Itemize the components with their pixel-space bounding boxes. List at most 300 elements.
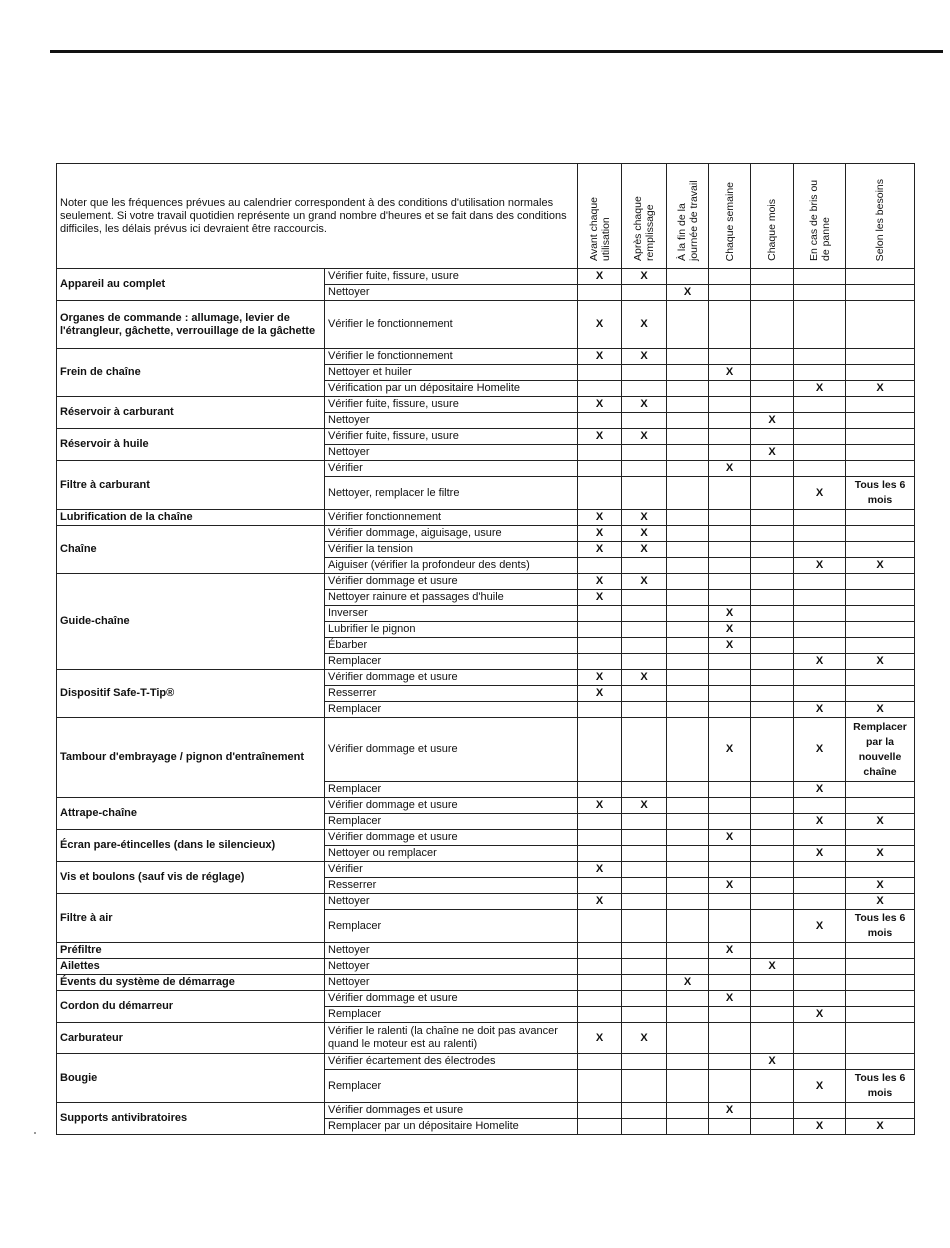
empty-cell bbox=[578, 654, 622, 670]
empty-cell bbox=[622, 1070, 667, 1103]
empty-cell bbox=[751, 349, 794, 365]
table-row bbox=[57, 1023, 915, 1054]
frequency-mark: X bbox=[794, 718, 846, 782]
empty-cell bbox=[578, 959, 622, 975]
empty-cell bbox=[709, 526, 751, 542]
maintenance-action: Vérifier dommage et usure bbox=[325, 670, 578, 686]
maintenance-action: Vérifier le fonctionnement bbox=[325, 301, 578, 349]
empty-cell bbox=[846, 429, 915, 445]
table-row bbox=[57, 959, 915, 975]
empty-cell bbox=[751, 397, 794, 413]
frequency-mark: X bbox=[709, 830, 751, 846]
empty-cell bbox=[578, 638, 622, 654]
empty-cell bbox=[794, 975, 846, 991]
component-name: Appareil au complet bbox=[57, 269, 325, 301]
empty-cell bbox=[751, 510, 794, 526]
empty-cell bbox=[794, 798, 846, 814]
maintenance-action: Nettoyer bbox=[325, 975, 578, 991]
frequency-mark: X bbox=[794, 381, 846, 397]
empty-cell bbox=[794, 830, 846, 846]
empty-cell bbox=[846, 606, 915, 622]
empty-cell bbox=[709, 686, 751, 702]
empty-cell bbox=[846, 269, 915, 285]
empty-cell bbox=[667, 910, 709, 943]
frequency-mark: X bbox=[622, 269, 667, 285]
column-header-label: Selon les besoins bbox=[874, 178, 887, 261]
empty-cell bbox=[709, 894, 751, 910]
frequency-mark: X bbox=[709, 622, 751, 638]
frequency-mark: X bbox=[846, 814, 915, 830]
empty-cell bbox=[578, 558, 622, 574]
frequency-mark: X bbox=[622, 510, 667, 526]
empty-cell bbox=[667, 943, 709, 959]
column-header-label: En cas de bris ou de panne bbox=[807, 179, 832, 261]
empty-cell bbox=[751, 526, 794, 542]
frequency-mark: X bbox=[794, 846, 846, 862]
empty-cell bbox=[846, 461, 915, 477]
empty-cell bbox=[751, 878, 794, 894]
frequency-mark: X bbox=[667, 285, 709, 301]
empty-cell bbox=[622, 638, 667, 654]
empty-cell bbox=[709, 590, 751, 606]
empty-cell bbox=[667, 590, 709, 606]
empty-cell bbox=[794, 574, 846, 590]
empty-cell bbox=[794, 301, 846, 349]
frequency-mark: X bbox=[794, 702, 846, 718]
component-name: Réservoir à carburant bbox=[57, 397, 325, 429]
empty-cell bbox=[578, 910, 622, 943]
empty-cell bbox=[622, 959, 667, 975]
maintenance-action: Resserrer bbox=[325, 878, 578, 894]
frequency-mark: X bbox=[794, 654, 846, 670]
frequency-mark: X bbox=[751, 413, 794, 429]
empty-cell bbox=[709, 846, 751, 862]
empty-cell bbox=[794, 526, 846, 542]
empty-cell bbox=[709, 1007, 751, 1023]
empty-cell bbox=[578, 381, 622, 397]
component-name: Guide-chaîne bbox=[57, 574, 325, 670]
maintenance-action: Aiguiser (vérifier la profondeur des dents) bbox=[325, 558, 578, 574]
maintenance-action: Remplacer par un dépositaire Homelite bbox=[325, 1119, 578, 1135]
component-name: Attrape-chaîne bbox=[57, 798, 325, 830]
empty-cell bbox=[622, 654, 667, 670]
empty-cell bbox=[622, 1103, 667, 1119]
empty-cell bbox=[794, 1023, 846, 1054]
empty-cell bbox=[667, 1070, 709, 1103]
empty-cell bbox=[667, 558, 709, 574]
maintenance-action: Vérifier fonctionnement bbox=[325, 510, 578, 526]
frequency-mark: X bbox=[846, 558, 915, 574]
maintenance-action: Remplacer bbox=[325, 1007, 578, 1023]
maintenance-action: Nettoyer bbox=[325, 943, 578, 959]
frequency-mark: Remplacer par la nouvelle chaîne bbox=[846, 718, 915, 782]
empty-cell bbox=[794, 638, 846, 654]
empty-cell bbox=[622, 1119, 667, 1135]
empty-cell bbox=[667, 526, 709, 542]
empty-cell bbox=[751, 894, 794, 910]
frequency-mark: X bbox=[794, 1070, 846, 1103]
empty-cell bbox=[846, 943, 915, 959]
component-name: Tambour d'embrayage / pignon d'entraînement bbox=[57, 718, 325, 798]
top-rule bbox=[50, 50, 943, 53]
empty-cell bbox=[709, 1070, 751, 1103]
empty-cell bbox=[709, 445, 751, 461]
maintenance-action: Vérifier bbox=[325, 461, 578, 477]
empty-cell bbox=[667, 959, 709, 975]
table-row bbox=[57, 1054, 915, 1070]
empty-cell bbox=[751, 590, 794, 606]
maintenance-action: Vérifier le fonctionnement bbox=[325, 349, 578, 365]
maintenance-action: Nettoyer rainure et passages d'huile bbox=[325, 590, 578, 606]
frequency-mark: X bbox=[578, 894, 622, 910]
frequency-mark: X bbox=[751, 445, 794, 461]
maintenance-action: Vérifier dommage et usure bbox=[325, 574, 578, 590]
empty-cell bbox=[622, 413, 667, 429]
empty-cell bbox=[846, 526, 915, 542]
empty-cell bbox=[794, 959, 846, 975]
empty-cell bbox=[751, 638, 794, 654]
empty-cell bbox=[667, 381, 709, 397]
empty-cell bbox=[846, 798, 915, 814]
empty-cell bbox=[846, 285, 915, 301]
empty-cell bbox=[622, 910, 667, 943]
empty-cell bbox=[751, 574, 794, 590]
empty-cell bbox=[709, 574, 751, 590]
empty-cell bbox=[846, 1054, 915, 1070]
empty-cell bbox=[846, 782, 915, 798]
empty-cell bbox=[667, 878, 709, 894]
empty-cell bbox=[751, 365, 794, 381]
frequency-mark: X bbox=[622, 526, 667, 542]
empty-cell bbox=[794, 429, 846, 445]
empty-cell bbox=[622, 686, 667, 702]
empty-cell bbox=[667, 365, 709, 381]
empty-cell bbox=[667, 718, 709, 782]
table-row bbox=[57, 798, 915, 814]
component-name: Préfiltre bbox=[57, 943, 325, 959]
maintenance-action: Vérifier fuite, fissure, usure bbox=[325, 269, 578, 285]
frequency-mark: X bbox=[846, 654, 915, 670]
maintenance-action: Remplacer bbox=[325, 1070, 578, 1103]
empty-cell bbox=[709, 959, 751, 975]
maintenance-action: Vérifier écartement des électrodes bbox=[325, 1054, 578, 1070]
maintenance-action: Lubrifier le pignon bbox=[325, 622, 578, 638]
table-row bbox=[57, 510, 915, 526]
usage-note: Noter que les fréquences prévues au calendrier correspondent à des conditions d'utilisation normales seulement. Si votre travail quotidien représente un grand nombre d'heures et se fait dans des conditions difficiles, les délais prévus ici devraient être raccourcis. bbox=[57, 164, 578, 269]
table-row bbox=[57, 830, 915, 846]
empty-cell bbox=[709, 654, 751, 670]
empty-cell bbox=[751, 1007, 794, 1023]
frequency-mark: X bbox=[578, 269, 622, 285]
table-row bbox=[57, 461, 915, 477]
frequency-mark: X bbox=[622, 542, 667, 558]
empty-cell bbox=[667, 1103, 709, 1119]
empty-cell bbox=[794, 878, 846, 894]
empty-cell bbox=[622, 365, 667, 381]
component-name: Vis et boulons (sauf vis de réglage) bbox=[57, 862, 325, 894]
empty-cell bbox=[751, 814, 794, 830]
frequency-mark: X bbox=[578, 798, 622, 814]
empty-cell bbox=[751, 477, 794, 510]
empty-cell bbox=[667, 991, 709, 1007]
empty-cell bbox=[846, 349, 915, 365]
component-name: Évents du système de démarrage bbox=[57, 975, 325, 991]
empty-cell bbox=[622, 846, 667, 862]
empty-cell bbox=[667, 798, 709, 814]
empty-cell bbox=[622, 1054, 667, 1070]
empty-cell bbox=[846, 445, 915, 461]
empty-cell bbox=[709, 1119, 751, 1135]
empty-cell bbox=[751, 670, 794, 686]
frequency-mark: X bbox=[622, 301, 667, 349]
maintenance-action: Remplacer bbox=[325, 782, 578, 798]
empty-cell bbox=[846, 830, 915, 846]
frequency-mark: X bbox=[709, 606, 751, 622]
column-header bbox=[794, 164, 846, 269]
frequency-mark: X bbox=[578, 349, 622, 365]
frequency-mark: X bbox=[846, 702, 915, 718]
empty-cell bbox=[622, 590, 667, 606]
component-name: Carburateur bbox=[57, 1023, 325, 1054]
empty-cell bbox=[667, 862, 709, 878]
empty-cell bbox=[751, 943, 794, 959]
frequency-mark: X bbox=[709, 943, 751, 959]
empty-cell bbox=[846, 397, 915, 413]
empty-cell bbox=[846, 590, 915, 606]
empty-cell bbox=[622, 878, 667, 894]
frequency-mark: X bbox=[622, 798, 667, 814]
empty-cell bbox=[578, 878, 622, 894]
empty-cell bbox=[709, 542, 751, 558]
frequency-mark: X bbox=[622, 1023, 667, 1054]
empty-cell bbox=[794, 365, 846, 381]
empty-cell bbox=[709, 975, 751, 991]
table-row bbox=[57, 269, 915, 285]
empty-cell bbox=[751, 269, 794, 285]
empty-cell bbox=[709, 1023, 751, 1054]
empty-cell bbox=[751, 862, 794, 878]
empty-cell bbox=[622, 991, 667, 1007]
component-name: Lubrification de la chaîne bbox=[57, 510, 325, 526]
empty-cell bbox=[578, 943, 622, 959]
empty-cell bbox=[578, 461, 622, 477]
empty-cell bbox=[709, 862, 751, 878]
empty-cell bbox=[578, 830, 622, 846]
empty-cell bbox=[751, 798, 794, 814]
empty-cell bbox=[667, 413, 709, 429]
empty-cell bbox=[846, 622, 915, 638]
empty-cell bbox=[794, 269, 846, 285]
empty-cell bbox=[751, 991, 794, 1007]
table-row bbox=[57, 429, 915, 445]
empty-cell bbox=[794, 1103, 846, 1119]
header-row bbox=[57, 164, 915, 269]
maintenance-action: Nettoyer et huiler bbox=[325, 365, 578, 381]
empty-cell bbox=[622, 894, 667, 910]
empty-cell bbox=[709, 269, 751, 285]
empty-cell bbox=[751, 686, 794, 702]
empty-cell bbox=[622, 558, 667, 574]
empty-cell bbox=[751, 461, 794, 477]
frequency-mark: X bbox=[709, 718, 751, 782]
maintenance-action: Vérifier dommage et usure bbox=[325, 991, 578, 1007]
maintenance-action: Vérifier le ralenti (la chaîne ne doit pas avancer quand le moteur est au ralenti) bbox=[325, 1023, 578, 1054]
empty-cell bbox=[667, 461, 709, 477]
empty-cell bbox=[846, 638, 915, 654]
empty-cell bbox=[667, 349, 709, 365]
frequency-mark: X bbox=[751, 959, 794, 975]
empty-cell bbox=[794, 590, 846, 606]
empty-cell bbox=[709, 670, 751, 686]
empty-cell bbox=[622, 285, 667, 301]
column-header bbox=[667, 164, 709, 269]
empty-cell bbox=[751, 1103, 794, 1119]
frequency-mark: X bbox=[667, 975, 709, 991]
maintenance-action: Vérifier dommage, aiguisage, usure bbox=[325, 526, 578, 542]
maintenance-action: Remplacer bbox=[325, 814, 578, 830]
frequency-mark: X bbox=[709, 878, 751, 894]
empty-cell bbox=[794, 413, 846, 429]
frequency-mark: X bbox=[846, 846, 915, 862]
column-header bbox=[578, 164, 622, 269]
empty-cell bbox=[578, 622, 622, 638]
empty-cell bbox=[667, 1023, 709, 1054]
empty-cell bbox=[794, 991, 846, 1007]
empty-cell bbox=[846, 413, 915, 429]
frequency-mark: X bbox=[709, 365, 751, 381]
empty-cell bbox=[622, 1007, 667, 1023]
maintenance-action: Ébarber bbox=[325, 638, 578, 654]
table-row bbox=[57, 862, 915, 878]
empty-cell bbox=[622, 862, 667, 878]
maintenance-action: Nettoyer bbox=[325, 413, 578, 429]
empty-cell bbox=[622, 814, 667, 830]
frequency-mark: X bbox=[794, 1119, 846, 1135]
empty-cell bbox=[667, 670, 709, 686]
maintenance-action: Nettoyer bbox=[325, 285, 578, 301]
frequency-mark: X bbox=[622, 670, 667, 686]
frequency-mark: X bbox=[578, 301, 622, 349]
empty-cell bbox=[667, 477, 709, 510]
empty-cell bbox=[578, 718, 622, 782]
empty-cell bbox=[622, 718, 667, 782]
table-row bbox=[57, 397, 915, 413]
empty-cell bbox=[751, 558, 794, 574]
frequency-mark: X bbox=[709, 638, 751, 654]
component-name: Filtre à carburant bbox=[57, 461, 325, 510]
empty-cell bbox=[709, 702, 751, 718]
empty-cell bbox=[751, 429, 794, 445]
empty-cell bbox=[846, 301, 915, 349]
empty-cell bbox=[751, 542, 794, 558]
empty-cell bbox=[794, 1054, 846, 1070]
empty-cell bbox=[622, 477, 667, 510]
frequency-mark: X bbox=[578, 670, 622, 686]
column-header bbox=[751, 164, 794, 269]
component-name: Dispositif Safe-T-Tip® bbox=[57, 670, 325, 718]
empty-cell bbox=[709, 1054, 751, 1070]
maintenance-action: Remplacer bbox=[325, 654, 578, 670]
empty-cell bbox=[751, 285, 794, 301]
empty-cell bbox=[622, 782, 667, 798]
empty-cell bbox=[667, 622, 709, 638]
empty-cell bbox=[667, 814, 709, 830]
frequency-mark: X bbox=[709, 1103, 751, 1119]
frequency-mark: X bbox=[578, 397, 622, 413]
table-row bbox=[57, 975, 915, 991]
frequency-mark: X bbox=[846, 381, 915, 397]
table-row bbox=[57, 943, 915, 959]
empty-cell bbox=[622, 702, 667, 718]
empty-cell bbox=[667, 638, 709, 654]
empty-cell bbox=[709, 814, 751, 830]
maintenance-action: Vérifier bbox=[325, 862, 578, 878]
empty-cell bbox=[794, 943, 846, 959]
frequency-mark: X bbox=[578, 526, 622, 542]
schedule-body bbox=[57, 269, 915, 1135]
frequency-mark: X bbox=[751, 1054, 794, 1070]
empty-cell bbox=[578, 445, 622, 461]
empty-cell bbox=[846, 542, 915, 558]
table-row bbox=[57, 670, 915, 686]
empty-cell bbox=[751, 606, 794, 622]
empty-cell bbox=[846, 959, 915, 975]
empty-cell bbox=[578, 413, 622, 429]
empty-cell bbox=[751, 1023, 794, 1054]
component-name: Bougie bbox=[57, 1054, 325, 1103]
maintenance-schedule-table bbox=[56, 163, 915, 1135]
empty-cell bbox=[709, 397, 751, 413]
empty-cell bbox=[794, 622, 846, 638]
frequency-mark: X bbox=[794, 910, 846, 943]
empty-cell bbox=[846, 975, 915, 991]
frequency-mark: X bbox=[578, 429, 622, 445]
empty-cell bbox=[578, 846, 622, 862]
empty-cell bbox=[709, 782, 751, 798]
maintenance-action: Vérifier fuite, fissure, usure bbox=[325, 397, 578, 413]
maintenance-action: Nettoyer bbox=[325, 445, 578, 461]
column-header bbox=[709, 164, 751, 269]
frequency-mark: X bbox=[794, 782, 846, 798]
empty-cell bbox=[751, 718, 794, 782]
frequency-mark: X bbox=[622, 349, 667, 365]
empty-cell bbox=[578, 1070, 622, 1103]
empty-cell bbox=[709, 349, 751, 365]
frequency-mark: X bbox=[578, 542, 622, 558]
maintenance-action: Remplacer bbox=[325, 702, 578, 718]
maintenance-action: Vérifier dommage et usure bbox=[325, 798, 578, 814]
component-name: Chaîne bbox=[57, 526, 325, 574]
table-row bbox=[57, 894, 915, 910]
empty-cell bbox=[622, 381, 667, 397]
empty-cell bbox=[751, 830, 794, 846]
component-name: Organes de commande : allumage, levier de l'étrangleur, gâchette, verrouillage de la gâchette bbox=[57, 301, 325, 349]
empty-cell bbox=[667, 782, 709, 798]
empty-cell bbox=[667, 445, 709, 461]
empty-cell bbox=[751, 622, 794, 638]
table-row bbox=[57, 574, 915, 590]
empty-cell bbox=[578, 814, 622, 830]
empty-cell bbox=[794, 285, 846, 301]
maintenance-action: Resserrer bbox=[325, 686, 578, 702]
column-header bbox=[846, 164, 915, 269]
component-name: Réservoir à huile bbox=[57, 429, 325, 461]
frequency-mark: X bbox=[622, 429, 667, 445]
maintenance-action: Vérifier dommages et usure bbox=[325, 1103, 578, 1119]
maintenance-action: Vérification par un dépositaire Homelite bbox=[325, 381, 578, 397]
maintenance-action: Nettoyer ou remplacer bbox=[325, 846, 578, 862]
empty-cell bbox=[794, 894, 846, 910]
